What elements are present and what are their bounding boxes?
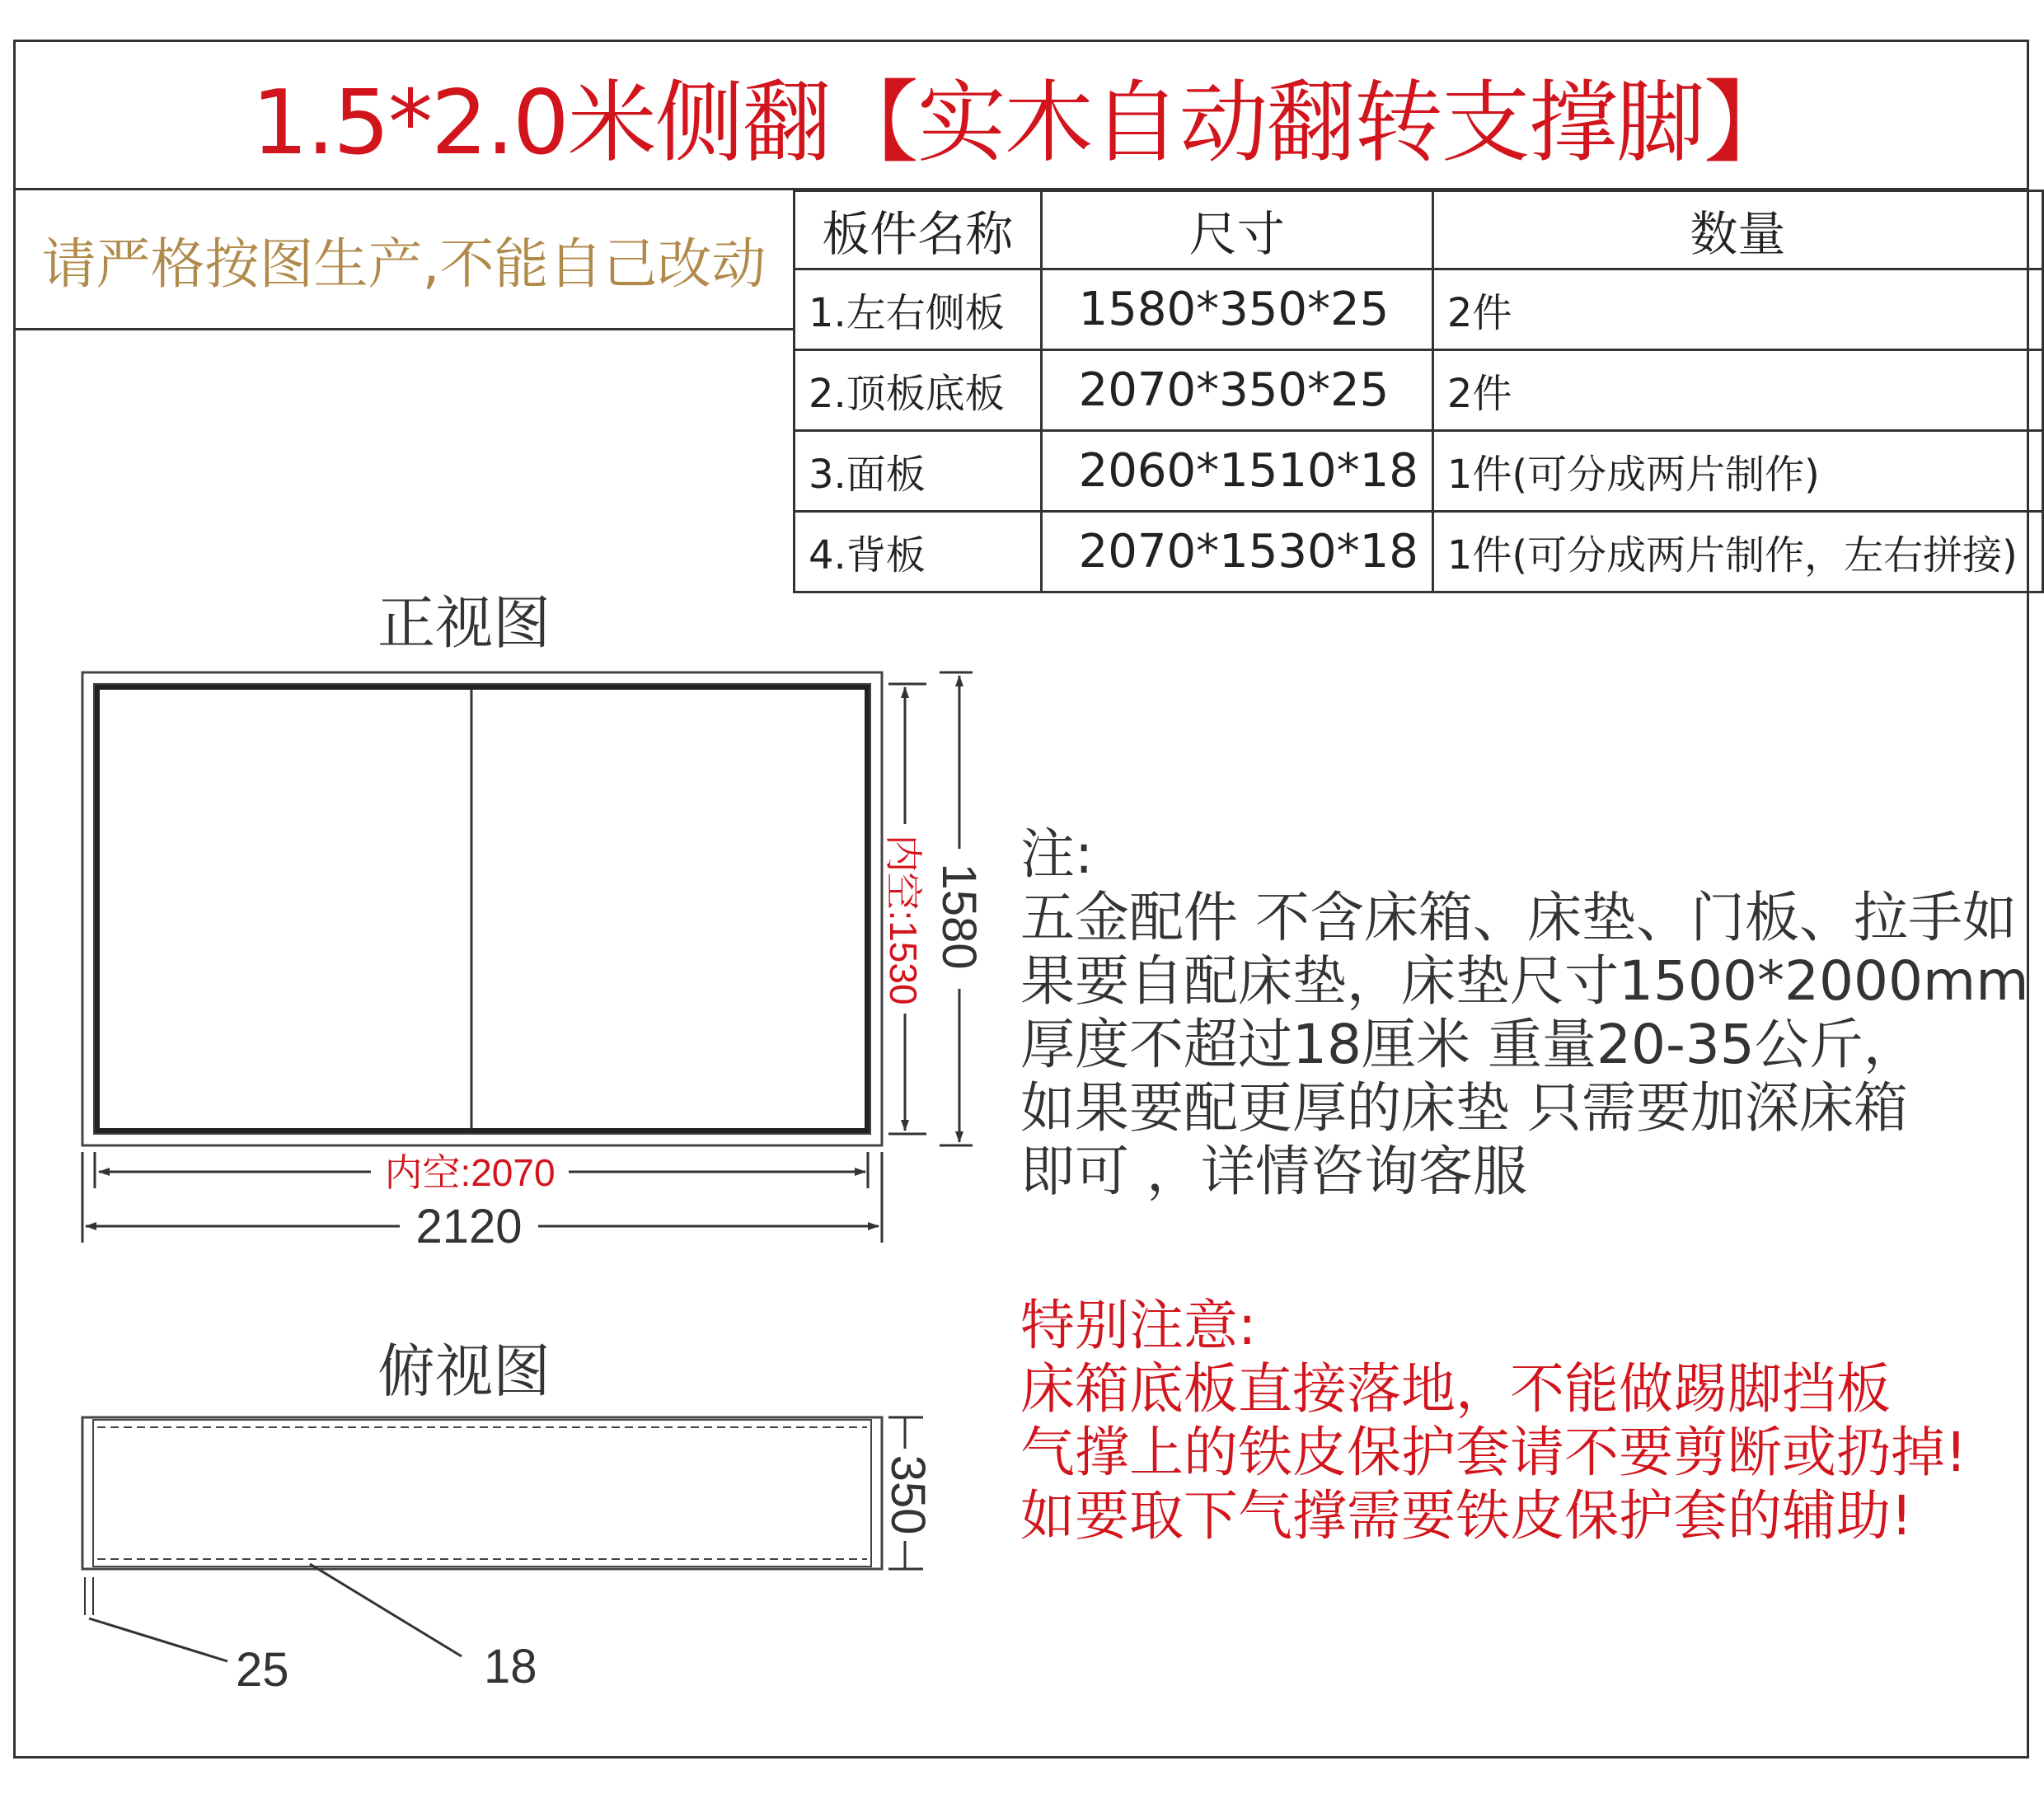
part-name: 4.背板 [795, 512, 1042, 592]
part-qty: 2件 [1432, 350, 2042, 431]
front-width-dimensions [82, 1151, 882, 1253]
notes-block [1020, 822, 2029, 1203]
notes-line: 即可 ，详情咨询客服 [1020, 1140, 1527, 1203]
column-header-name: 板件名称 [795, 191, 1042, 269]
part-qty: 1件(可分成两片制作) [1432, 431, 2042, 512]
inner-width-label: 内空:2070 [384, 1151, 556, 1194]
production-notice: 请严格按图生产,不能自己改动 [41, 232, 766, 296]
notes-line: 五金配件 不含床箱、床垫、门板、拉手如 [1020, 886, 2017, 949]
top-view-drawing [82, 1417, 935, 1697]
outer-width-label: 2120 [415, 1200, 523, 1253]
part-name: 3.面板 [795, 431, 1042, 512]
column-header-size: 尺寸 [1041, 191, 1432, 269]
depth-label: 350 [881, 1454, 935, 1535]
column-header-qty: 数量 [1432, 191, 2042, 269]
side-thickness-label: 25 [236, 1643, 289, 1697]
front-height-dimensions [882, 672, 986, 1145]
part-size: 1580*350*25 [1041, 269, 1432, 350]
part-qty: 1件(可分成两片制作，左右拼接) [1432, 512, 2042, 592]
part-size: 2070*350*25 [1041, 350, 1432, 431]
special-notes-heading: 特别注意: [1020, 1294, 1257, 1357]
part-name: 1.左右侧板 [795, 269, 1042, 350]
special-notes-block [1020, 1294, 1967, 1548]
notes-line: 如果要配更厚的床垫 只需要加深床箱 [1020, 1076, 1908, 1140]
page-title: 1.5*2.0米侧翻【实木自动翻转支撑脚】 [251, 71, 1791, 175]
outer-height-label: 1580 [932, 863, 986, 970]
special-notes-line: 气撑上的铁皮保护套请不要剪断或扔掉! [1020, 1421, 1967, 1484]
special-notes-line: 床箱底板直接落地，不能做踢脚挡板 [1020, 1357, 1891, 1421]
notes-line: 果要自配床垫，床垫尺寸1500*2000mm [1020, 949, 2029, 1013]
part-qty: 2件 [1432, 269, 2042, 350]
front-view-drawing [82, 672, 882, 1145]
top-view-label: 俯视图 [377, 1337, 551, 1405]
part-name: 2.顶板底板 [795, 350, 1042, 431]
front-view-label: 正视图 [377, 589, 551, 657]
notes-heading: 注: [1020, 822, 1094, 886]
part-size: 2060*1510*18 [1041, 431, 1432, 512]
panel-thickness-label: 18 [484, 1640, 537, 1693]
inner-height-label: 内空:1530 [882, 834, 925, 1005]
part-size: 2070*1530*18 [1041, 512, 1432, 592]
notes-line: 厚度不超过18厘米 重量20-35公斤， [1020, 1013, 1918, 1076]
special-notes-line: 如要取下气撑需要铁皮保护套的辅助! [1020, 1484, 1913, 1548]
